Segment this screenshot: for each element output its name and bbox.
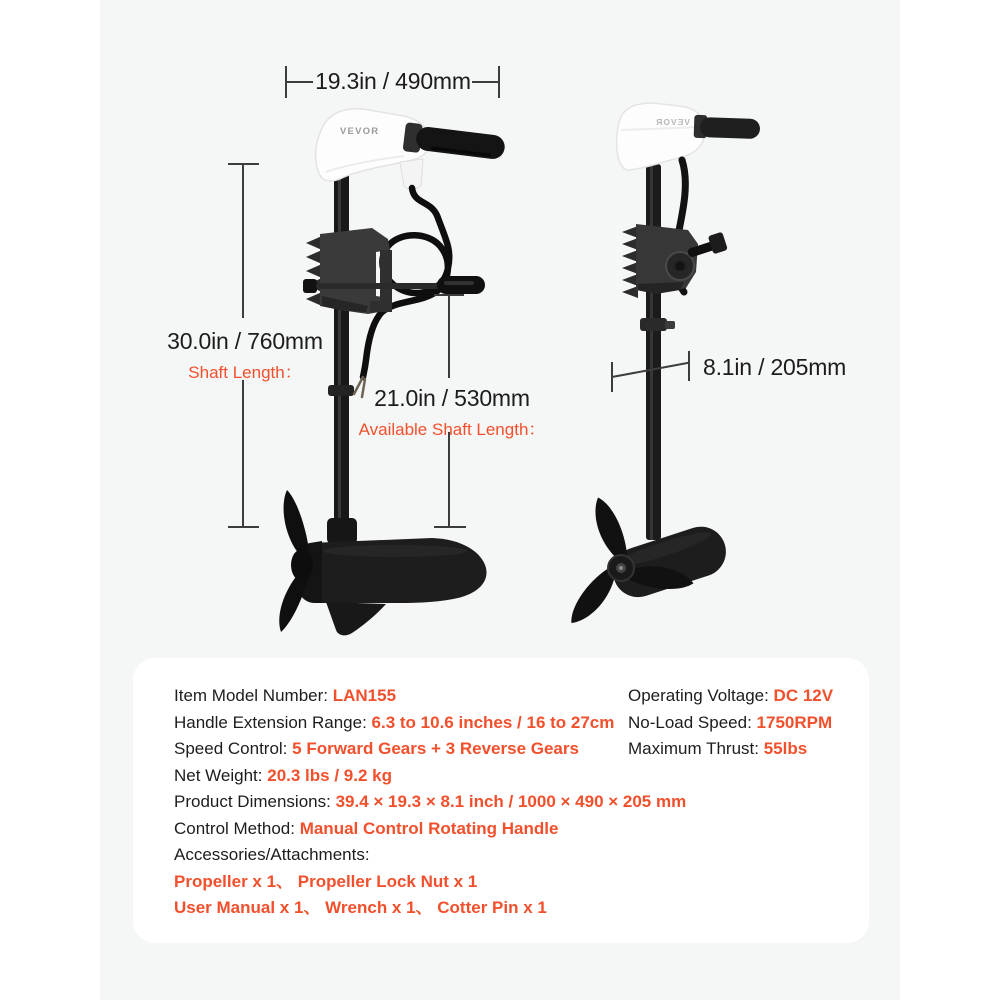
shaft-dim-line-top: [242, 165, 244, 318]
motor-housing: [296, 518, 487, 603]
spec-row-accessories-1: [174, 869, 686, 896]
spec-row-max-thrust: [628, 736, 833, 763]
spec-panel: [133, 658, 869, 943]
propeller: [279, 490, 313, 632]
avail-dim-label: [332, 385, 572, 440]
spec-label: Accessories/Attachments:: [174, 845, 370, 864]
depth-dim-label: 8.1in / 205mm: [703, 354, 847, 380]
spec-column-left: [174, 683, 686, 922]
spec-value: 39.4 × 19.3 × 8.1 inch / 1000 × 490 × 205 mm: [335, 792, 687, 811]
shaft-dim-value: 30.0in / 760mm: [167, 328, 323, 354]
spec-value: 5 Forward Gears + 3 Reverse Gears: [292, 739, 579, 758]
spec-row-accessories-2: [174, 895, 686, 922]
spec-value: Propeller x 1、 Propeller Lock Nut x 1: [174, 871, 478, 891]
spec-value: DC 12V: [773, 686, 834, 705]
tiller-handle-rear: [694, 115, 761, 140]
spec-value: 55lbs: [763, 739, 808, 758]
spec-row-dimensions: [174, 789, 686, 816]
spec-row-model: [174, 683, 686, 710]
spec-label: Handle Extension Range:: [174, 712, 372, 732]
spec-row-speed-control: [174, 736, 686, 763]
brand-logo: VEVOR: [340, 126, 380, 137]
spec-label: Maximum Thrust:: [628, 739, 764, 758]
width-dim-tick-right: [498, 66, 500, 98]
spec-row-voltage: [628, 683, 833, 710]
spec-value: User Manual x 1、 Wrench x 1、 Cotter Pin x 1: [174, 898, 547, 917]
brand-logo-mirrored: VEVOR: [655, 117, 690, 127]
spec-row-noload-speed: [628, 710, 833, 737]
transom-clamp: [306, 228, 392, 314]
spec-label: Operating Voltage:: [628, 686, 774, 705]
spec-row-handle-range: [174, 710, 686, 737]
spec-row-accessories-title: [174, 842, 686, 869]
spec-label: Speed Control:: [174, 739, 293, 758]
spec-label: Product Dimensions:: [174, 792, 336, 811]
spec-value: LAN155: [332, 686, 397, 705]
shaft-dim-label: [125, 328, 365, 383]
avail-dim-cap-bottom: [434, 526, 466, 528]
spec-value: Manual Control Rotating Handle: [299, 818, 559, 838]
spec-label: Net Weight:: [174, 765, 268, 785]
avail-dim-line-top: [448, 296, 450, 378]
avail-dim-value: 21.0in / 530mm: [374, 385, 530, 411]
skeg-fin: [326, 602, 386, 635]
spec-value: 20.3 lbs / 9.2 kg: [267, 765, 392, 785]
spec-label: No-Load Speed:: [628, 712, 757, 732]
depth-dim-tick-right: [688, 351, 690, 381]
avail-dim-line-bottom: [448, 432, 450, 526]
shaft-dim-sublabel: Shaft Length：: [188, 363, 302, 382]
motor-head-rear: [617, 103, 706, 170]
spec-value: 1750RPM: [756, 712, 833, 732]
spec-column-right: [628, 683, 833, 763]
width-dim-label: 19.3in / 490mm: [315, 68, 471, 94]
transom-clamp-rear: [622, 224, 728, 298]
shaft-dim-line-bottom: [242, 380, 244, 526]
spec-label: Control Method:: [174, 818, 300, 838]
spec-row-net-weight: [174, 763, 686, 790]
spec-label: Item Model Number:: [174, 686, 333, 705]
spec-row-control-method: [174, 816, 686, 843]
motor-shaft-rear: [640, 164, 675, 540]
avail-dim-sublabel: Available Shaft Length：: [358, 420, 546, 439]
spec-value: 6.3 to 10.6 inches / 16 to 27cm: [371, 712, 615, 732]
shaft-dim-cap-bottom: [228, 526, 259, 528]
